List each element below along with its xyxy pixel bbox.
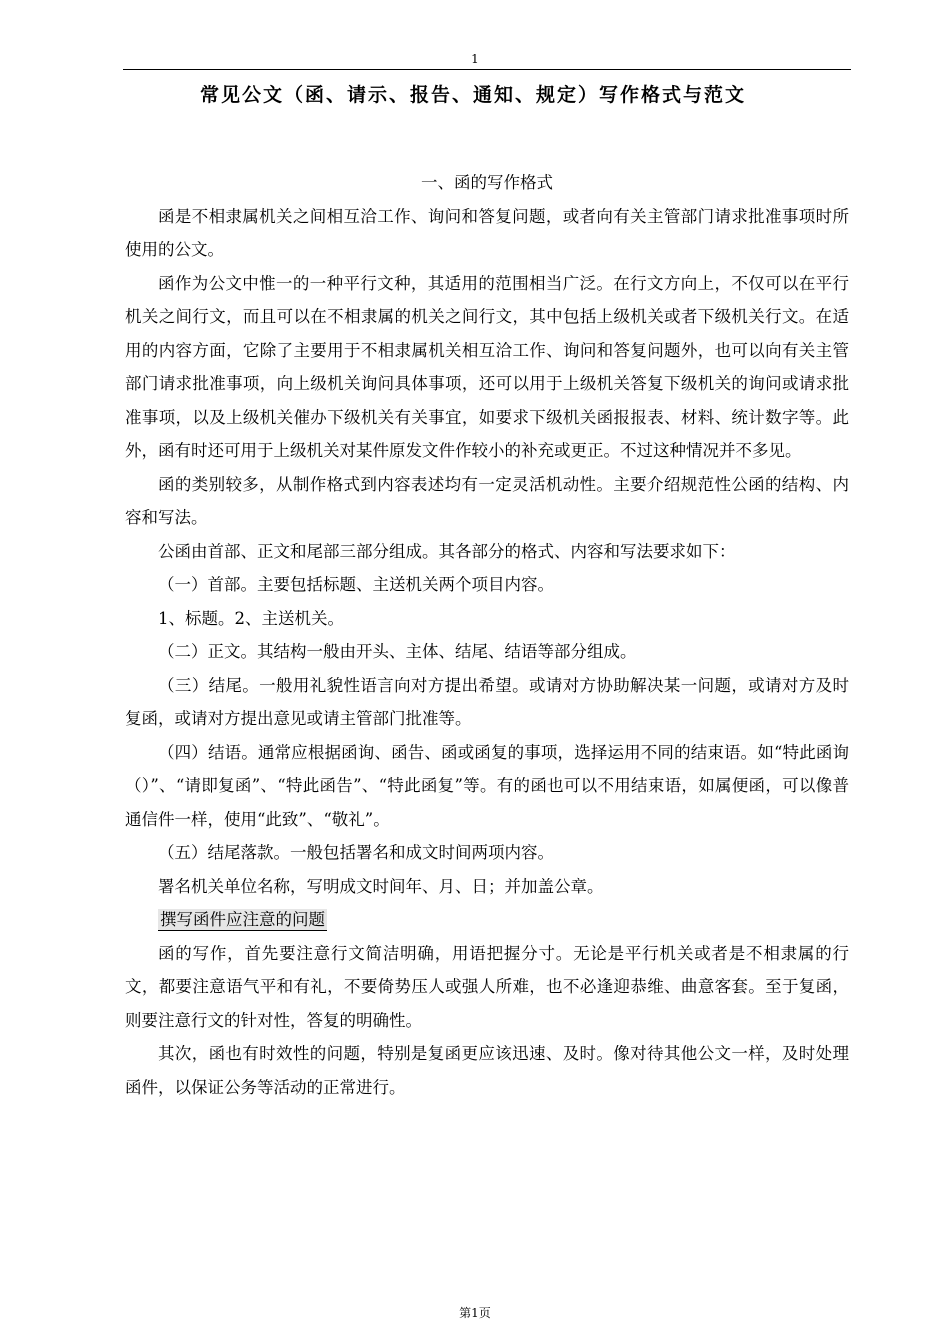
page-number-top: 1 [471, 52, 479, 66]
paragraph: （二）正文。其结构一般由开头、主体、结尾、结语等部分组成。 [158, 642, 637, 661]
paragraph: 署名机关单位名称，写明成文时间年、月、日；并加盖公章。 [158, 876, 604, 896]
document-title: 常见公文（函、请示、报告、通知、规定）写作格式与范文 [200, 84, 747, 106]
paragraph: 1、标题。2、主送机关。 [158, 608, 344, 628]
paragraph: 函是不相隶属机关之间相互洽工作、询问和答复问题，或者向有关主管部门请求批准事项时所使用的公文。 [125, 206, 849, 259]
subheading: 撰写函件应注意的问题 [160, 910, 325, 929]
paragraph: 函作为公文中惟一的一种平行文种，其适用的范围相当广泛。在行文方向上，不仅可以在平行机关之间行文，而且可以在不相隶属的机关之间行文，其中包括上级机关或者下级机关行文。在适用的内容方面，它除了主要用于不相隶属机关相互洽工作、询问和答复问题外，也可以向有关主管部门请求批准事项，向上级机关询问具体事项，还可以用于上级机关答复下级机关的询问或请求批准事项，以及上级机关催办下级机关有关事宜，如要求下级机关函报报表、材料、统计数字等。此外，函有时还可用于上级机关对某件原发文件作较小的补充或更正。不过这种情况并不多见。 [125, 273, 849, 460]
document-body [125, 166, 849, 1104]
paragraph: 其次，函也有时效性的问题，特别是复函更应该迅速、及时。像对待其他公文一样，及时处理函件，以保证公务等活动的正常进行。 [125, 1044, 849, 1097]
section-heading: 一、函的写作格式 [421, 173, 553, 192]
paragraph: （五）结尾落款。一般包括署名和成文时间两项内容。 [158, 843, 554, 862]
paragraph: （四）结语。通常应根据函询、函告、函或函复的事项，选择运用不同的结束语。如“特此函询（）”、“请即复函”、“特此函告”、“特此函复”等。有的函也可以不用结束语，如属便函，可以像普通信件一样，使用“此致”、“敬礼”。 [125, 742, 849, 829]
paragraph: 公函由首部、正文和尾部三部分组成。其各部分的格式、内容和写法要求如下： [158, 541, 736, 561]
subheading-line [125, 903, 849, 937]
paragraph: 函的写作，首先要注意行文简洁明确，用语把握分寸。无论是平行机关或者是不相隶属的行文，都要注意语气平和有礼，不要倚势压人或强人所难，也不必逢迎恭维、曲意客套。至于复函，则要注意行文的针对性，答复的明确性。 [125, 943, 849, 1030]
paragraph: 函的类别较多，从制作格式到内容表述均有一定灵活机动性。主要介绍规范性公函的结构、内容和写法。 [125, 474, 849, 527]
page-footer: 第1页 [459, 1306, 491, 1320]
paragraph: （一）首部。主要包括标题、主送机关两个项目内容。 [158, 575, 554, 594]
paragraph: （三）结尾。一般用礼貌性语言向对方提出希望。或请对方协助解决某一问题，或请对方及时复函，或请对方提出意见或请主管部门批准等。 [125, 675, 849, 728]
header-rule [123, 69, 851, 70]
